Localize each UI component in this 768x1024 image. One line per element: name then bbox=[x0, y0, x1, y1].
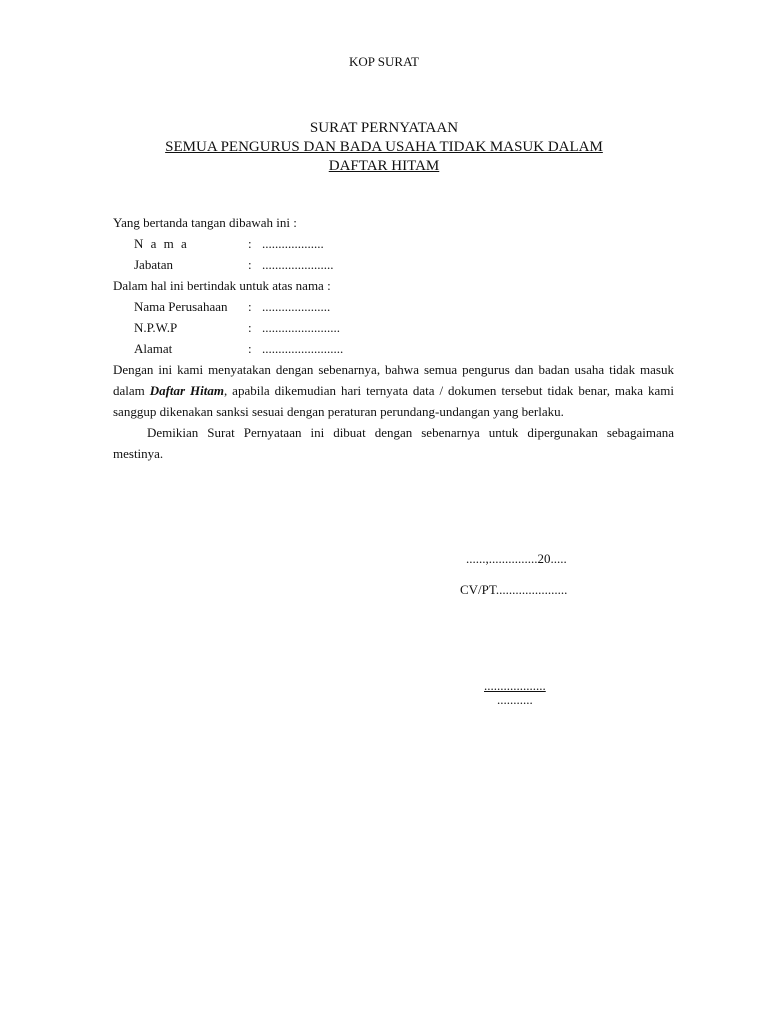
npwp-label: N.P.W.P bbox=[134, 320, 178, 335]
letterhead-placeholder: KOP SURAT bbox=[349, 54, 419, 69]
npwp-value: ........................ bbox=[262, 320, 340, 335]
signer-name-row bbox=[113, 233, 674, 254]
signer-name-label: N a m a bbox=[134, 236, 189, 251]
title-line-2: SEMUA PENGURUS DAN BADA USAHA TIDAK MASUK DALAM bbox=[165, 139, 603, 155]
daftar-hitam-emphasis: Daftar Hitam bbox=[149, 383, 224, 398]
colon: : bbox=[248, 236, 252, 251]
on-behalf-text: Dalam hal ini bertindak untuk atas nama : bbox=[113, 278, 331, 293]
letter-body bbox=[113, 212, 674, 464]
address-row bbox=[113, 338, 674, 359]
title-line-3: DAFTAR HITAM bbox=[328, 158, 440, 174]
signer-position-row bbox=[113, 254, 674, 275]
closing-paragraph: Demikian Surat Pernyataan ini dibuat dengan sebenarnya untuk dipergunakan sebagaimana mestinya. bbox=[113, 425, 674, 461]
signature-place-date: ......,...............20..... bbox=[466, 551, 567, 566]
company-name-value: ..................... bbox=[262, 299, 331, 314]
intro-text: Yang bertanda tangan dibawah ini : bbox=[113, 215, 297, 230]
company-name-row bbox=[113, 296, 674, 317]
colon: : bbox=[248, 257, 252, 272]
signer-name-value: ................... bbox=[262, 236, 324, 251]
npwp-row bbox=[113, 317, 674, 338]
colon: : bbox=[248, 299, 252, 314]
signer-position-label: Jabatan bbox=[134, 257, 173, 272]
address-value: ......................... bbox=[262, 341, 344, 356]
signature-title: ........... bbox=[497, 692, 533, 707]
colon: : bbox=[248, 341, 252, 356]
company-name-label: Nama Perusahaan bbox=[134, 299, 228, 314]
address-label: Alamat bbox=[134, 341, 173, 356]
colon: : bbox=[248, 320, 252, 335]
document-title bbox=[0, 119, 768, 176]
signer-position-value: ...................... bbox=[262, 257, 334, 272]
signature-company: CV/PT...................... bbox=[460, 582, 568, 597]
title-line-1: SURAT PERNYATAAN bbox=[309, 120, 459, 136]
signature-name: ................... bbox=[484, 678, 546, 693]
statement-paragraph: Dengan ini kami menyatakan dengan sebenarnya, bahwa semua pengurus dan badan usaha tidak masuk dalam Daftar Hitam, apabila dikemudian hari ternyata data / dokumen tersebut tidak benar, maka kami sanggup dikenakan sanksi sesuai dengan peraturan perundang-undangan yang berlaku. bbox=[113, 362, 674, 419]
